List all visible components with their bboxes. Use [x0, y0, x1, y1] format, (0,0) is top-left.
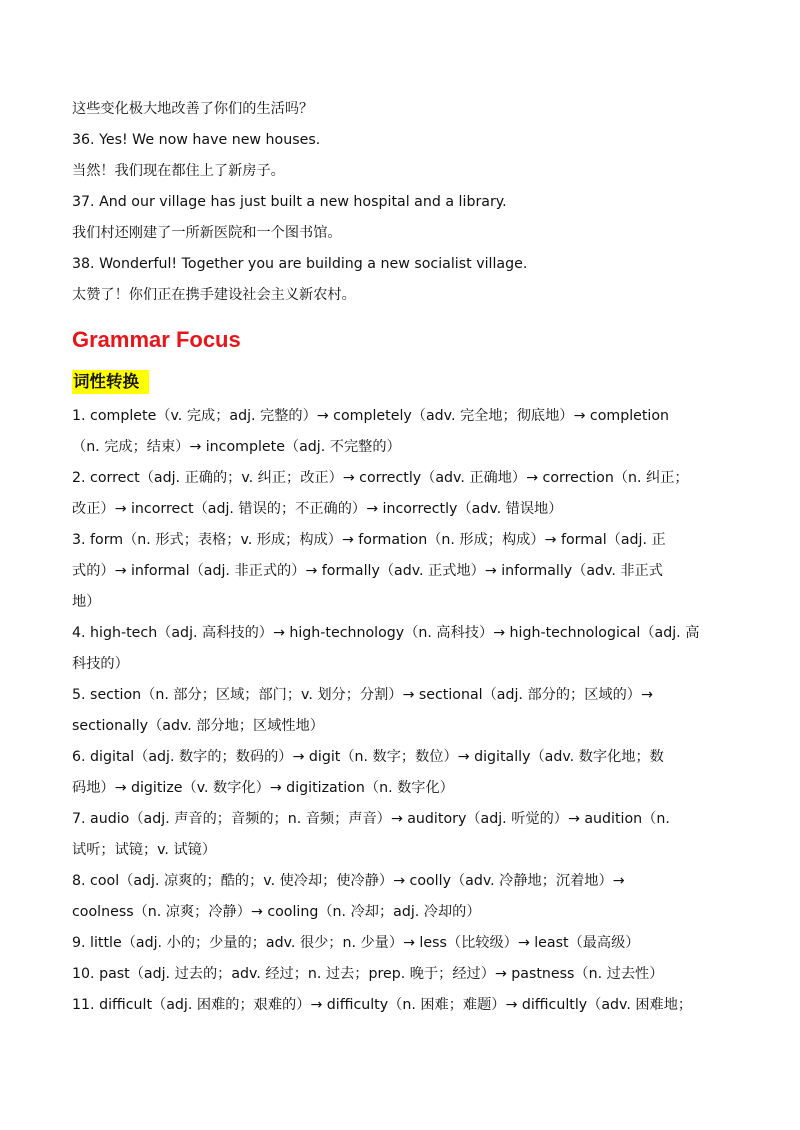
vocab-line: coolness（n. 凉爽；冷静）→ cooling（n. 冷却；adj. 冷却的）	[72, 904, 481, 920]
vocab-line: 9. little（adj. 小的；少量的；adv. 很少；n. 少量）→ less（比较级）→ least（最高级）	[72, 935, 640, 951]
vocab-line: 11. difficult（adj. 困难的；艰难的）→ difficulty（n. 困难；难题）→ difficultly（adv. 困难地；	[72, 997, 693, 1013]
chinese-line: 这些变化极大地改善了你们的生活吗？	[72, 101, 314, 117]
vocab-line: sectionally（adv. 部分地；区域性地）	[72, 718, 324, 734]
vocab-line: 10. past（adj. 过去的；adv. 经过；n. 过去；prep. 晚于；经过）→ pastness（n. 过去性）	[72, 966, 664, 982]
sub-title-row	[72, 367, 732, 397]
chinese-line: 太赞了！你们正在携手建设社会主义新农村。	[72, 287, 356, 303]
sub-title-highlight: 词性转换	[72, 370, 149, 394]
vocab-line: 科技的）	[72, 656, 129, 672]
dialogue-section	[72, 94, 732, 311]
vocab-line: 4. high-tech（adj. 高科技的）→ high-technology（n. 高科技）→ high-technological（adj. 高	[72, 625, 700, 641]
english-sentence: 37. And our village has just built a new hospital and a library.	[72, 194, 507, 210]
vocab-line: 码地）→ digitize（v. 数字化）→ digitization（n. 数字化）	[72, 780, 454, 796]
vocab-line: （n. 完成；结束）→ incomplete（adj. 不完整的）	[72, 439, 401, 455]
vocab-line: 1. complete（v. 完成；adj. 完整的）→ completely（adv. 完全地；彻底地）→ completion	[72, 408, 670, 424]
chinese-line: 我们村还刚建了一所新医院和一个图书馆。	[72, 225, 342, 241]
english-sentence: 36. Yes! We now have new houses.	[72, 132, 321, 148]
document-content	[72, 94, 732, 1021]
vocab-line: 试听；试镜；v. 试镜）	[72, 842, 217, 858]
vocab-line: 改正）→ incorrect（adj. 错误的；不正确的）→ incorrectly（adv. 错误地）	[72, 501, 563, 517]
vocab-line: 6. digital（adj. 数字的；数码的）→ digit（n. 数字；数位）→ digitally（adv. 数字化地；数	[72, 749, 664, 765]
english-sentence: 38. Wonderful! Together you are building a new socialist village.	[72, 256, 528, 272]
section-title: Grammar Focus	[72, 327, 241, 352]
chinese-line: 当然！我们现在都住上了新房子。	[72, 163, 285, 179]
vocab-line: 7. audio（adj. 声音的；音频的；n. 音频；声音）→ auditory（adj. 听觉的）→ audition（n.	[72, 811, 670, 827]
vocab-line: 2. correct（adj. 正确的；v. 纠正；改正）→ correctly（adv. 正确地）→ correction（n. 纠正；	[72, 470, 689, 486]
vocab-line: 3. form（n. 形式；表格；v. 形成；构成）→ formation（n. 形成；构成）→ formal（adj. 正	[72, 532, 666, 548]
vocab-line: 5. section（n. 部分；区域；部门；v. 划分；分割）→ sectional（adj. 部分的；区域的）→	[72, 687, 653, 703]
vocab-line: 式的）→ informal（adj. 非正式的）→ formally（adv. 正式地）→ informally（adv. 非正式	[72, 563, 663, 579]
vocab-line: 8. cool（adj. 凉爽的；酷的；v. 使冷却；使冷静）→ coolly（adv. 冷静地；沉着地）→	[72, 873, 625, 889]
vocab-list	[72, 401, 732, 1021]
vocab-line: 地）	[72, 594, 101, 610]
